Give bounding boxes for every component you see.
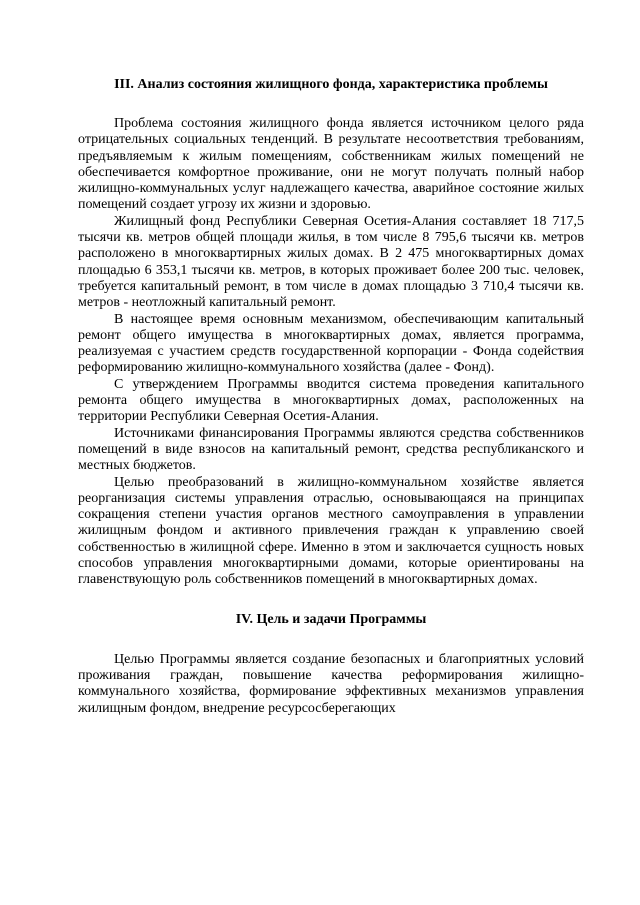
paragraph: Проблема состояния жилищного фонда является источником целого ряда отрицательных социальных тенденций. В результате несоответствия требованиям, предъявляемым к жилым помещениям, собственникам жилых помещений не обеспечивается комфортное проживание, они не могут получать полный набор жилищно-коммунальных услуг надлежащего качества, аварийное состояние жилых помещений создает угрозу их жизни и здоровью. bbox=[78, 116, 584, 213]
paragraph: Целью преобразований в жилищно-коммунальном хозяйстве является реорганизация системы управления отраслью, основывающаяся на принципах сокращения степени участия органов местного самоуправления в управлении жилищным фондом и активного привлечения граждан к управлению своей собственностью в жилищной сфере. Именно в этом и заключается сущность новых способов управления многоквартирными домами, которые ориентированы на главенствующую роль собственников помещений в многоквартирных домах. bbox=[78, 474, 584, 588]
paragraph: Целью Программы является создание безопасных и благоприятных условий проживания граждан, повышение качества реформирования жилищно-коммунального хозяйства, формирование эффективных механизмов управления жилищным фондом, внедрение ресурсосберегающих bbox=[78, 651, 584, 716]
paragraph: Источниками финансирования Программы являются средства собственников помещений в виде взносов на капитальный ремонт, средства республиканского и местных бюджетов. bbox=[78, 425, 584, 474]
paragraph: С утверждением Программы вводится система проведения капитального ремонта общего имущества в многоквартирных домах, расположенных на территории Республики Северная Осетия-Алания. bbox=[78, 376, 584, 425]
section-heading-goals: IV. Цель и задачи Программы bbox=[235, 611, 427, 627]
paragraph: Жилищный фонд Республики Северная Осетия-Алания составляет 18 717,5 тысячи кв. метров общей площади жилья, в том числе 8 795,6 тысячи кв. метров расположено в многоквартирных жилых домах. В 2 475 многоквартирных домах площадью 6 353,1 тысячи кв. метров, в которых проживает более 200 тыс. человек, требуется капитальный ремонт, в том числе в домах площадью 3 710,4 тысячи кв. метров - неотложный капитальный ремонт. bbox=[78, 213, 584, 311]
section-heading-analysis: III. Анализ состояния жилищного фонда, характеристика проблемы bbox=[114, 77, 548, 92]
paragraph: В настоящее время основным механизмом, обеспечивающим капитальный ремонт общего имущества в многоквартирных домах, является программа, реализуемая с участием средств государственной корпорации - Фонда содействия реформированию жилищно-коммунального хозяйства (далее - Фонд). bbox=[78, 311, 584, 376]
